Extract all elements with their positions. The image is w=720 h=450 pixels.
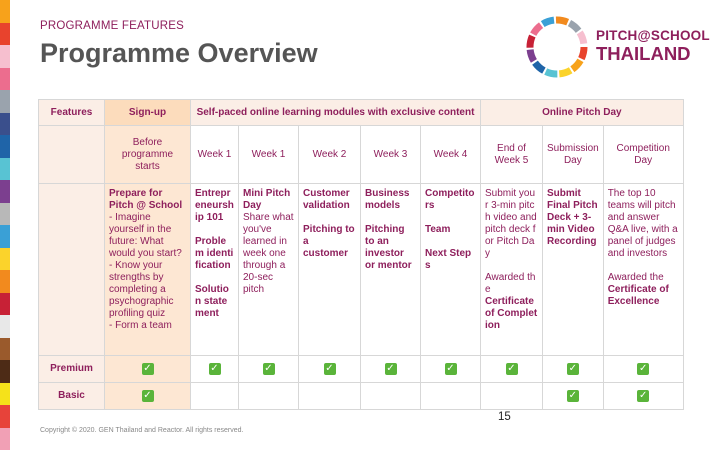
check-icon: ✓ xyxy=(325,363,334,374)
copyright: Copyright © 2020. GEN Thailand and Reactor. All rights reserved. xyxy=(40,427,244,434)
topic: Submit Final Pitch Deck + 3-min Video Recording xyxy=(547,188,598,247)
check-cell xyxy=(105,356,191,383)
check-cell xyxy=(361,356,421,383)
tier-row-premium xyxy=(39,356,684,383)
check-icon: ✓ xyxy=(210,363,219,374)
signup-title: Prepare for Pitch @ School xyxy=(109,188,183,211)
empty-cell xyxy=(239,383,299,410)
page-number: 15 xyxy=(498,411,511,423)
empty-cell xyxy=(361,383,421,410)
signup-line: - Imagine yourself in the future: What would you start? xyxy=(109,212,182,259)
features-body-empty xyxy=(39,184,105,356)
award-name: Certificate of Excellence xyxy=(607,284,669,307)
modules-header: Self-paced online learning modules with exclusive content xyxy=(191,100,481,126)
check-icon: ✓ xyxy=(568,363,578,374)
check-cell xyxy=(105,383,191,410)
subheader-week1b: Week 1 xyxy=(239,126,299,184)
award-prefix: Awarded the xyxy=(607,272,664,283)
brand-line-1: PITCH@SCHOOL xyxy=(596,28,710,43)
subheader-week4: Week 4 xyxy=(421,126,481,184)
pitch-day-header: Online Pitch Day xyxy=(481,100,684,126)
check-cell xyxy=(191,356,239,383)
check-icon: ✓ xyxy=(386,363,395,374)
subheader-competition: Competition Day xyxy=(603,126,683,184)
topic-description: Share what you've learned in week one through a 20-sec pitch xyxy=(243,212,294,295)
check-cell xyxy=(421,356,481,383)
section-kicker: PROGRAMME FEATURES xyxy=(40,20,184,32)
programme-table xyxy=(38,99,684,410)
week5-content xyxy=(481,184,543,356)
award-name: Certificate of Completion xyxy=(485,296,538,331)
check-icon: ✓ xyxy=(143,363,152,374)
topic: Solution statement xyxy=(195,284,229,319)
week1a-content xyxy=(191,184,239,356)
tier-row-basic xyxy=(39,383,684,410)
empty-cell xyxy=(421,383,481,410)
topic-description: Submit your 3-min pitch video and pitch deck for Pitch Day xyxy=(485,188,537,259)
subheader-submission: Submission Day xyxy=(543,126,604,184)
brand-line-2: THAILAND xyxy=(596,42,691,64)
week3-content xyxy=(361,184,421,356)
brand-wordmark xyxy=(596,29,710,63)
topic: Customer validation xyxy=(303,188,350,211)
topic: Next Steps xyxy=(425,248,472,271)
subheader-week2: Week 2 xyxy=(299,126,361,184)
topic: Competitors xyxy=(425,188,475,211)
tier-label: Premium xyxy=(39,356,105,383)
subheader-week3: Week 3 xyxy=(361,126,421,184)
check-cell xyxy=(239,356,299,383)
check-cell xyxy=(603,356,683,383)
check-cell xyxy=(481,356,543,383)
decorative-color-stripe xyxy=(0,0,10,450)
check-icon: ✓ xyxy=(143,390,152,401)
topic: Entrepreneurship 101 xyxy=(195,188,234,223)
page-title: Programme Overview xyxy=(40,38,318,68)
empty-cell xyxy=(299,383,361,410)
week2-content xyxy=(299,184,361,356)
check-cell xyxy=(299,356,361,383)
topic-description: The top 10 teams will pitch and answer Q&A live, with a panel of judges and investors xyxy=(607,188,678,259)
check-cell xyxy=(543,383,604,410)
check-icon: ✓ xyxy=(446,363,455,374)
tier-label: Basic xyxy=(39,383,105,410)
topic: Mini Pitch Day xyxy=(243,188,291,211)
empty-cell xyxy=(191,383,239,410)
topic: Pitching to a customer xyxy=(303,224,355,259)
check-cell xyxy=(543,356,604,383)
check-icon: ✓ xyxy=(264,363,273,374)
check-icon: ✓ xyxy=(568,390,578,401)
subheader-week5: End of Week 5 xyxy=(481,126,543,184)
features-subheader-empty xyxy=(39,126,105,184)
topic: Problem identification xyxy=(195,236,234,271)
empty-cell xyxy=(481,383,543,410)
topic: Business models xyxy=(365,188,410,211)
features-header: Features xyxy=(39,100,105,126)
check-icon: ✓ xyxy=(639,363,648,374)
week4-content xyxy=(421,184,481,356)
competition-content xyxy=(603,184,683,356)
check-cell xyxy=(603,383,683,410)
check-icon: ✓ xyxy=(639,390,648,401)
submission-content xyxy=(543,184,604,356)
week1b-content xyxy=(239,184,299,356)
signup-line: - Know your strengths by completing a psychographic profiling quiz xyxy=(109,260,174,319)
signup-line: - Form a team xyxy=(109,320,172,331)
award-prefix: Awarded the xyxy=(485,272,536,295)
topic: Team xyxy=(425,224,451,235)
check-icon: ✓ xyxy=(507,363,516,374)
topic: Pitching to an investor or mentor xyxy=(365,224,412,271)
signup-content xyxy=(105,184,191,356)
subheader-signup: Before programme starts xyxy=(105,126,191,184)
subheader-week1a: Week 1 xyxy=(191,126,239,184)
signup-header: Sign-up xyxy=(105,100,191,126)
pitch-at-school-ring-logo xyxy=(524,14,590,80)
